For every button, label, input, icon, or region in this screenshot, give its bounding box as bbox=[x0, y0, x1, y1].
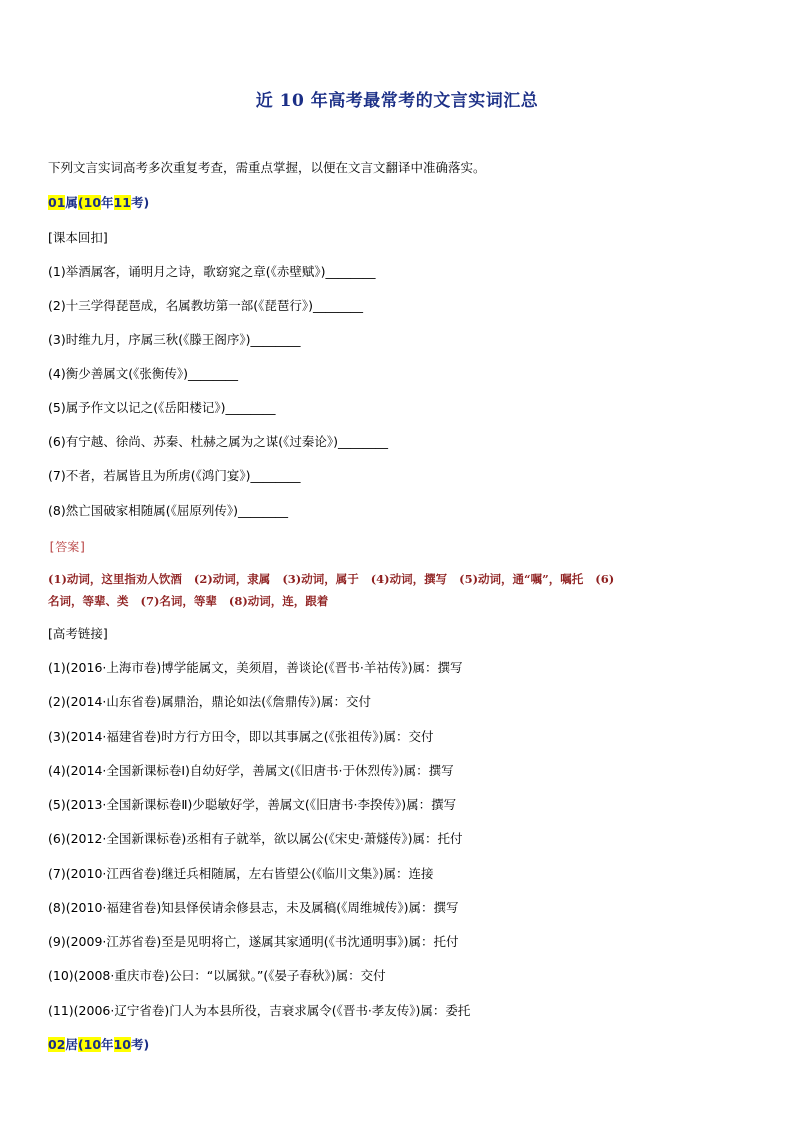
section-count: 10 bbox=[113, 1037, 131, 1052]
section-tail: 考) bbox=[130, 1037, 150, 1052]
answer-entry: (3)动词，属于 bbox=[282, 572, 359, 586]
exam-item: (1)(2016·上海市卷)博学能属文，美须眉，善谈论(《晋书·羊祜传》)属：撰写 bbox=[48, 660, 463, 675]
section-year-char: 年 bbox=[101, 195, 114, 210]
textbook-item: (5)属予作文以记之(《岳阳楼记》)________ bbox=[48, 400, 276, 415]
section-year-char: 年 bbox=[101, 1037, 114, 1052]
section-detail-open: (10 bbox=[77, 195, 102, 210]
section-detail-open: (10 bbox=[77, 1037, 102, 1052]
exam-item: (9)(2009·江苏省卷)至是见明将亡，遂属其家通明(《书沈通明事》)属：托付 bbox=[48, 934, 459, 949]
textbook-item: (4)衡少善属文(《张衡传》)________ bbox=[48, 366, 238, 381]
exam-item: (10)(2008·重庆市卷)公曰：“以属狱。”(《晏子春秋》)属：交付 bbox=[48, 968, 386, 983]
answer-entry: (7)名词，等辈 bbox=[140, 594, 217, 608]
textbook-label: [课本回扣] bbox=[48, 230, 108, 245]
exam-item: (7)(2010·江西省卷)继迁兵相随属，左右皆望公(《临川文集》)属：连接 bbox=[48, 866, 434, 881]
intro-text: 下列文言实词高考多次重复考查，需重点掌握，以便在文言文翻译中准确落实。 bbox=[48, 160, 486, 175]
answer-entry: (4)动词，撰写 bbox=[370, 572, 448, 586]
section-count: 11 bbox=[113, 195, 131, 210]
section-number: 02 bbox=[48, 1037, 66, 1052]
exam-item: (3)(2014·福建省卷)时方行方田令，即以其事属之(《张祖传》)属：交付 bbox=[48, 729, 434, 744]
section-word: 属 bbox=[65, 195, 78, 210]
textbook-item: (2)十三学得琵琶成，名属教坊第一部(《琵琶行》)________ bbox=[48, 298, 363, 313]
textbook-item: (3)时维九月，序属三秋(《滕王阁序》)________ bbox=[48, 332, 301, 347]
section-heading-01 bbox=[48, 195, 149, 211]
exam-item: (2)(2014·山东省卷)属鼎治，鼎论如法(《詹鼎传》)属：交付 bbox=[48, 694, 371, 709]
exam-item: (5)(2013·全国新课标卷Ⅱ)少聪敏好学，善属文(《旧唐书·李揆传》)属：撰写 bbox=[48, 797, 457, 812]
answer-label: [答案] bbox=[48, 540, 87, 554]
section-tail: 考) bbox=[130, 195, 150, 210]
answer-line-1 bbox=[48, 568, 748, 590]
textbook-item: (1)举酒属客，诵明月之诗，歌窈窕之章(《赤壁赋》)________ bbox=[48, 264, 376, 279]
exam-label: [高考链接] bbox=[48, 626, 108, 641]
answer-entry: (2)动词，隶属 bbox=[193, 572, 271, 586]
textbook-item: (8)然亡国破家相随属(《屈原列传》)________ bbox=[48, 503, 288, 518]
exam-item: (8)(2010·福建省卷)知县怿侯请余修县志，未及属稿(《周维城传》)属：撰写 bbox=[48, 900, 459, 915]
exam-item: (4)(2014·全国新课标卷Ⅰ)自幼好学，善属文(《旧唐书·于休烈传》)属：撰写 bbox=[48, 763, 454, 778]
answer-entry: 名词，等辈、类 bbox=[48, 594, 129, 608]
section-number: 01 bbox=[48, 195, 66, 210]
answer-entry: (5)动词，通“嘱”，嘱托 bbox=[459, 572, 584, 586]
answer-entry: (6) bbox=[595, 572, 615, 586]
section-word: 居 bbox=[65, 1037, 78, 1052]
answer-entry: (8)动词，连，跟着 bbox=[228, 594, 329, 608]
exam-item: (6)(2012·全国新课标卷)丞相有子就举，欲以属公(《宋史·萧燧传》)属：托付 bbox=[48, 831, 463, 846]
textbook-item: (7)不者，若属皆且为所虏(《鸿门宴》)________ bbox=[48, 468, 301, 483]
exam-item: (11)(2006·辽宁省卷)门人为本县所役，吉衰求属令(《晋书·孝友传》)属：委托 bbox=[48, 1003, 471, 1018]
textbook-item: (6)有宁越、徐尚、苏秦、杜赫之属为之谋(《过秦论》)________ bbox=[48, 434, 388, 449]
page-title: 近 10 年高考最常考的文言实词汇总 bbox=[255, 91, 539, 111]
answer-line-2 bbox=[48, 590, 748, 612]
section-heading-02 bbox=[48, 1037, 149, 1053]
answer-entry: (1)动词，这里指劝人饮酒 bbox=[48, 572, 182, 586]
